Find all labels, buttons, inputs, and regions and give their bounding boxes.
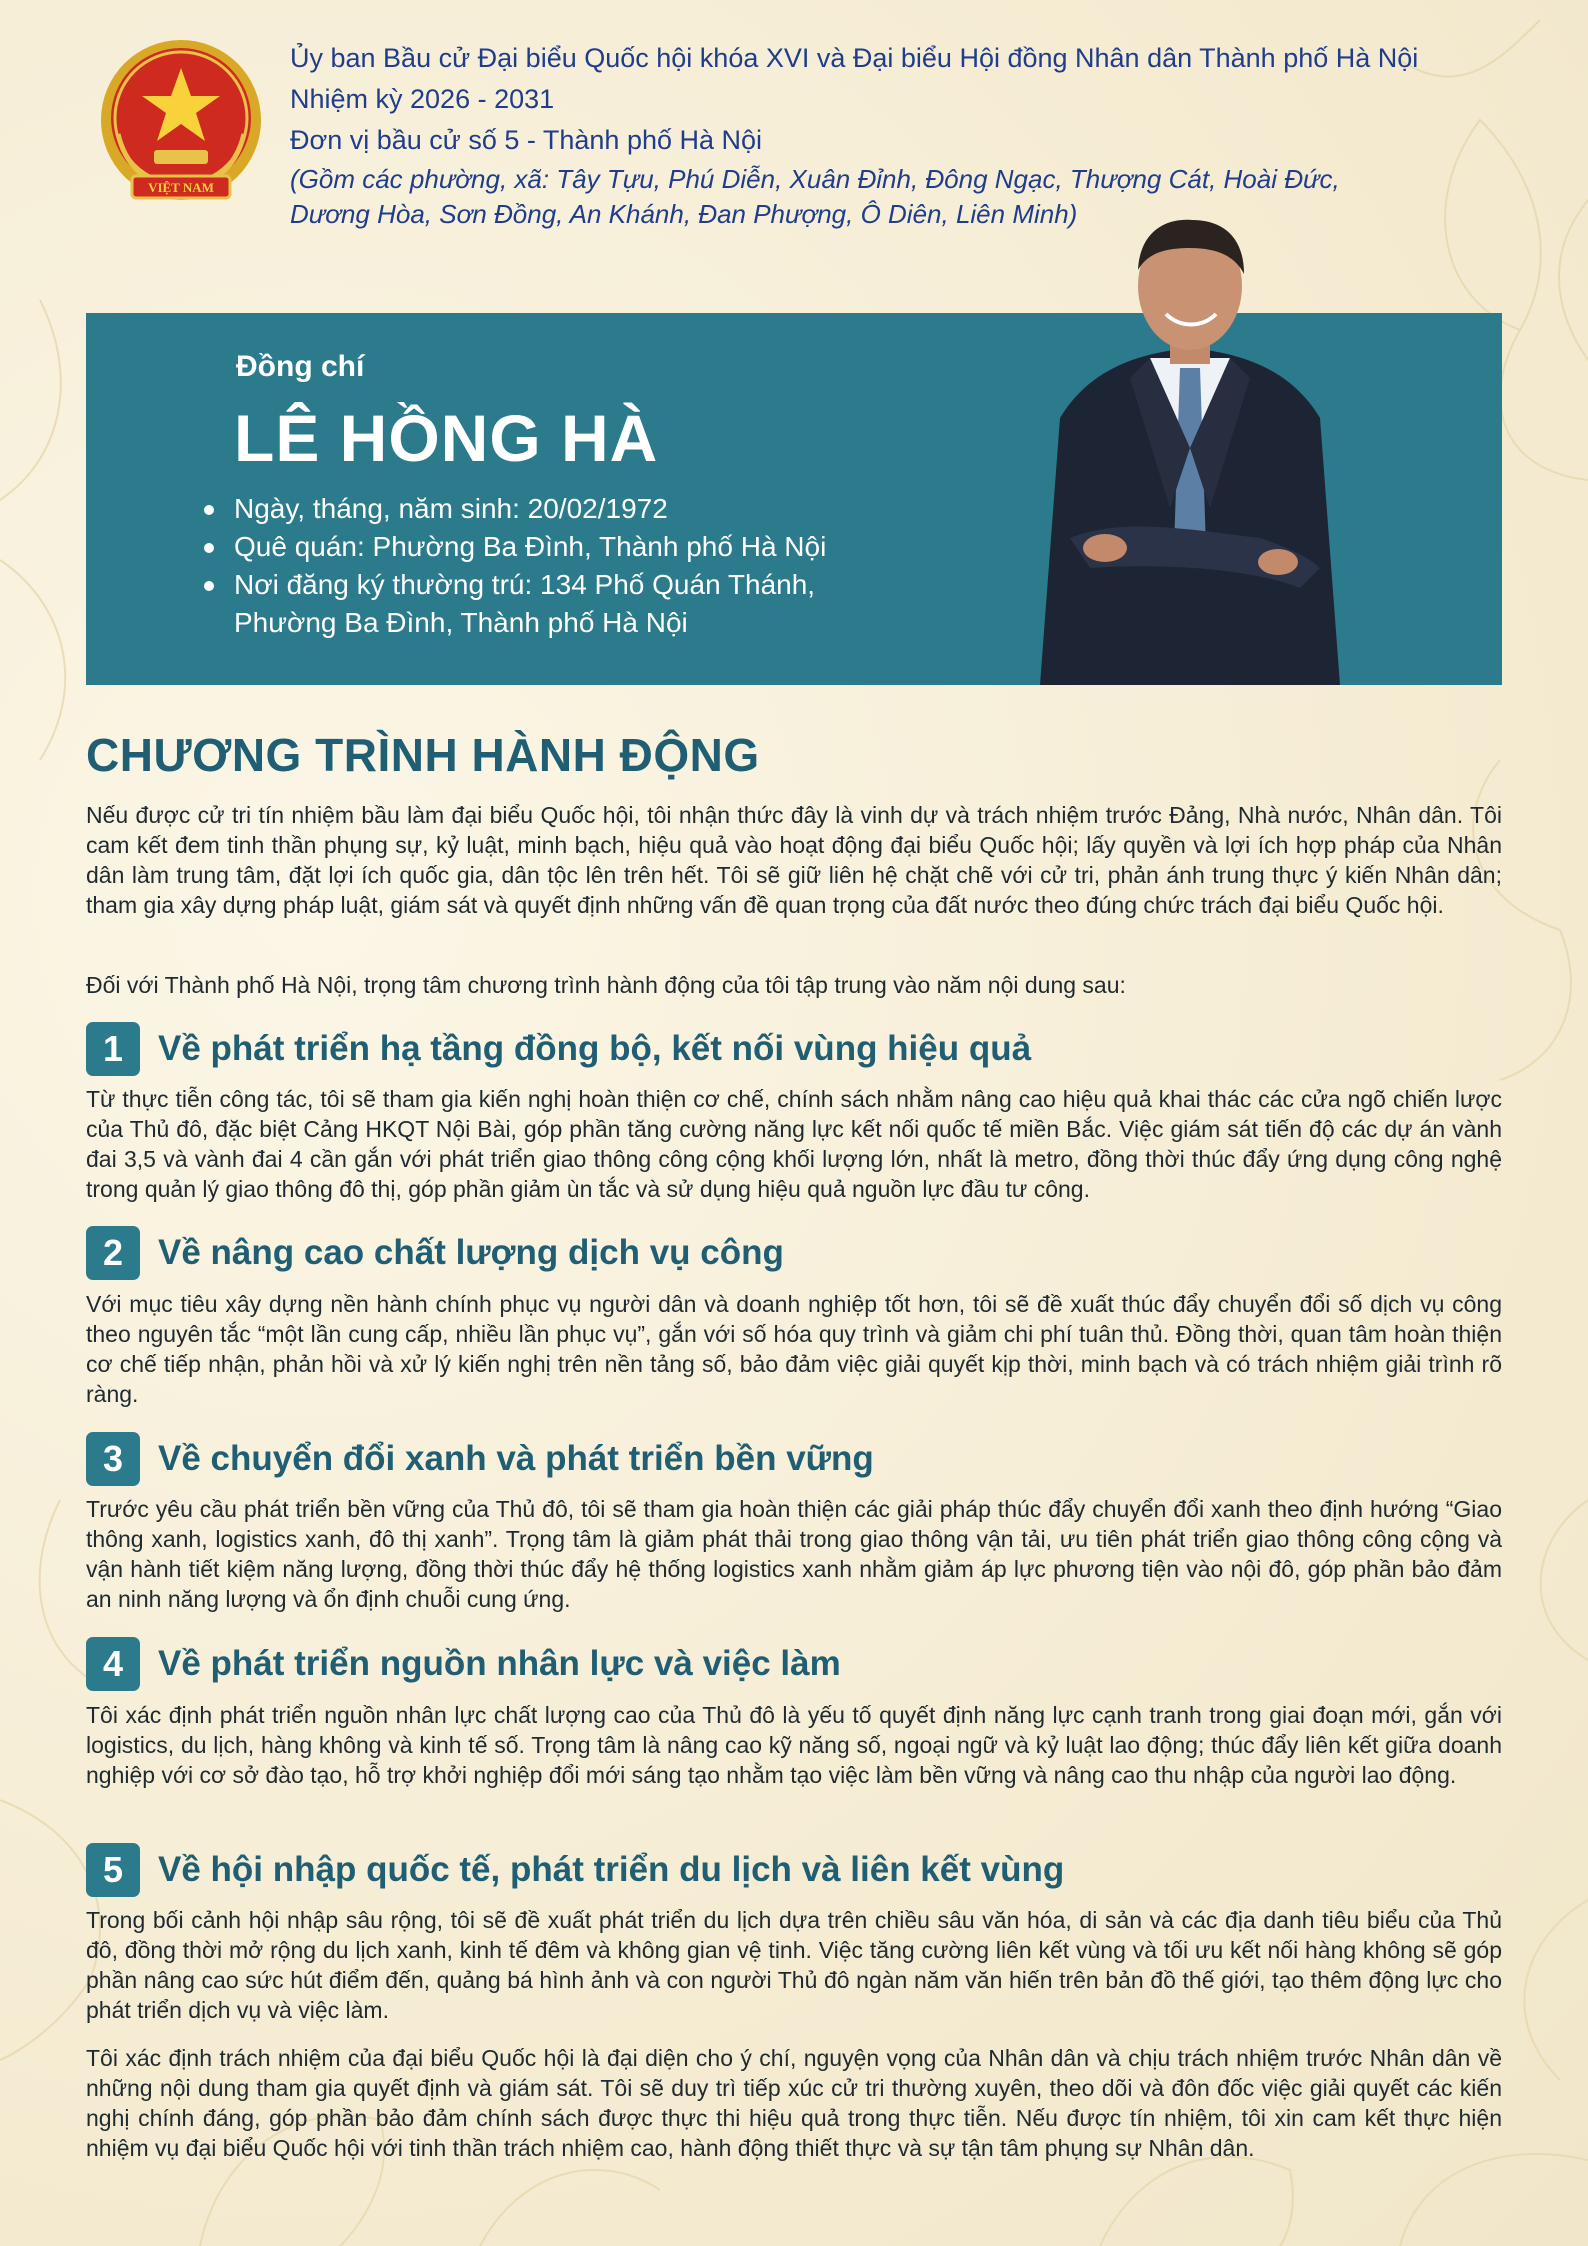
program-item-4-text: Tôi xác định phát triển nguồn nhân lực chất lượng cao của Thủ đô là yếu tố quyết định năng lực cạnh tranh trong giai đoạn mới, gắn với logistics, du lịch, hàng không và kinh tế số. Trọng tâm là nâng cao kỹ năng số, ngoại ngữ và kỷ luật lao động; thúc đẩy liên kết giữa doanh nghiệp với cơ sở đào tạo, hỗ trợ khởi nghiệp đổi mới sáng tạo nhằm tạo việc làm bền vững và nâng cao thu nhập của người lao động. (86, 1702, 1502, 1788)
program-closing: Tôi xác định trách nhiệm của đại biểu Quốc hội là đại diện cho ý chí, nguyện vọng của Nhân dân và chịu trách nhiệm trước Nhân dân về những nội dung tham gia quyết định và giám sát. Tôi sẽ duy trì tiếp xúc cử tri thường xuyên, theo dõi và đôn đốc việc giải quyết các kiến nghị chính đáng, góp phần bảo đảm chính sách được thực thi hiệu quả trong thực tiễn. Nếu được tín nhiệm, tôi xin cam kết thực hiện nhiệm vụ đại biểu Quốc hội với tinh thần trách nhiệm cao, hành động thiết thực và sự tận tâm phụng sự Nhân dân. (86, 2045, 1502, 2161)
header-term: Nhiệm kỳ 2026 - 2031 (290, 84, 555, 114)
program-lead: Đối với Thành phố Hà Nội, trọng tâm chương trình hành động của tôi tập trung vào năm nội dung sau: (86, 972, 1126, 998)
item-number-badge: 2 (86, 1226, 140, 1280)
candidate-birthdate: Ngày, tháng, năm sinh: 20/02/1972 (196, 490, 826, 528)
item-title: Về nâng cao chất lượng dịch vụ công (158, 1233, 784, 1272)
item-number-badge: 5 (86, 1843, 140, 1897)
item-title: Về phát triển nguồn nhân lực và việc làm (158, 1644, 841, 1683)
emblem-ribbon-text: VIỆT NAM (148, 180, 214, 195)
item-number-badge: 3 (86, 1432, 140, 1486)
program-intro: Nếu được cử tri tín nhiệm bầu làm đại biểu Quốc hội, tôi nhận thức đây là vinh dự và trách nhiệm trước Đảng, Nhà nước, Nhân dân. Tôi cam kết đem tinh thần phụng sự, kỷ luật, minh bạch, hiệu quả vào hoạt động đại biểu Quốc hội; lấy quyền và lợi ích hợp pháp của Nhân dân làm trung tâm, đặt lợi ích quốc gia, dân tộc lên trên hết. Tôi sẽ giữ liên hệ chặt chẽ với cử tri, phản ánh trung thực ý kiến Nhân dân; tham gia xây dựng pháp luật, giám sát và quyết định những vấn đề quan trọng của đất nước theo đúng chức trách đại biểu Quốc hội. (86, 802, 1502, 918)
header-unit: Đơn vị bầu cử số 5 - Thành phố Hà Nội (290, 125, 763, 155)
item-number-badge: 4 (86, 1637, 140, 1691)
national-emblem-icon (96, 38, 266, 210)
program-item-1-text: Từ thực tiễn công tác, tôi sẽ tham gia kiến nghị hoàn thiện cơ chế, chính sách nhằm nâng cao hiệu quả khai thác các cửa ngõ chiến lược của Thủ đô, đặc biệt Cảng HKQT Nội Bài, góp phần tăng cường năng lực kết nối quốc tế miền Bắc. Việc giám sát tiến độ các dự án vành đai 3,5 và vành đai 4 cần gắn với phát triển giao thông công cộng khối lượng lớn, nhất là metro, đồng thời thúc đẩy ứng dụng công nghệ trong quản lý giao thông đô thị, góp phần giảm ùn tắc và sử dụng hiệu quả nguồn lực đầu tư công. (86, 1086, 1502, 1202)
header-committee: Ủy ban Bầu cử Đại biểu Quốc hội khóa XVI và Đại biểu Hội đồng Nhân dân Thành phố Hà Nội (290, 43, 1419, 73)
candidate-info-list (196, 490, 826, 642)
program-title: CHƯƠNG TRÌNH HÀNH ĐỘNG (86, 729, 760, 781)
item-title: Về hội nhập quốc tế, phát triển du lịch và liên kết vùng (158, 1850, 1065, 1889)
program-item-5-text: Trong bối cảnh hội nhập sâu rộng, tôi sẽ đề xuất phát triển du lịch dựa trên chiều sâu văn hóa, di sản và các địa danh tiêu biểu của Thủ đô, đồng thời mở rộng du lịch xanh, kinh tế đêm và không gian vệ tinh. Việc tăng cường liên kết vùng và tối ưu kết nối hàng không sẽ góp phần nâng cao sức hút điểm đến, quảng bá hình ảnh và con người Thủ đô ngàn năm văn hiến trên bản đồ thế giới, tạo thêm động lực cho phát triển dịch vụ và việc làm. (86, 1907, 1502, 2023)
program-item-3-text: Trước yêu cầu phát triển bền vững của Thủ đô, tôi sẽ tham gia hoàn thiện các giải pháp thúc đẩy chuyển đổi xanh theo định hướng “Giao thông xanh, logistics xanh, đô thị xanh”. Trọng tâm là giảm phát thải trong giao thông vận tải, ưu tiên phát triển giao thông công cộng và vận hành tiết kiệm năng lượng, đồng thời thúc đẩy hệ thống logistics xanh nhằm giảm áp lực phương tiện vào nội đô, góp phần bảo đảm an ninh năng lượng và ổn định chuỗi cung ứng. (86, 1496, 1502, 1612)
candidate-portrait (1030, 218, 1350, 685)
item-title: Về phát triển hạ tầng đồng bộ, kết nối vùng hiệu quả (158, 1029, 1032, 1068)
candidate-honorific: Đồng chí (236, 350, 365, 383)
candidate-hometown: Quê quán: Phường Ba Đình, Thành phố Hà Nội (196, 528, 826, 566)
item-title: Về chuyển đổi xanh và phát triển bền vững (158, 1439, 874, 1478)
header-wards-line2: Dương Hòa, Sơn Đồng, An Khánh, Đan Phượng, Ô Diên, Liên Minh) (290, 199, 1078, 229)
program-item-2-text: Với mục tiêu xây dựng nền hành chính phục vụ người dân và doanh nghiệp tốt hơn, tôi sẽ đề xuất thúc đẩy chuyển đổi số dịch vụ công theo nguyên tắc “một lần cung cấp, nhiều lần phục vụ”, gắn với số hóa quy trình và giảm chi phí tuân thủ. Đồng thời, quan tâm hoàn thiện cơ chế tiếp nhận, phản hồi và xử lý kiến nghị trên nền tảng số, bảo đảm việc giải quyết kịp thời, minh bạch và có trách nhiệm giải trình rõ ràng. (86, 1291, 1502, 1407)
header-wards-line1: (Gồm các phường, xã: Tây Tựu, Phú Diễn, Xuân Đỉnh, Đông Ngạc, Thượng Cát, Hoài Đức, (290, 164, 1340, 194)
candidate-residence: Nơi đăng ký thường trú: 134 Phố Quán Thánh, Phường Ba Đình, Thành phố Hà Nội (196, 566, 826, 642)
candidate-name: LÊ HỒNG HÀ (234, 401, 659, 475)
item-number-badge: 1 (86, 1022, 140, 1076)
election-header (290, 38, 1530, 231)
